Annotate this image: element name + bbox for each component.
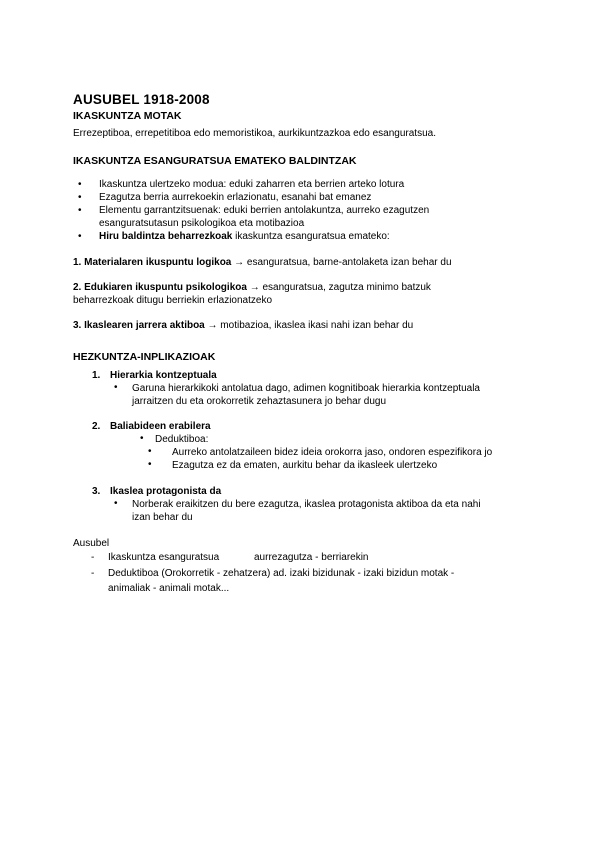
ausubel-line-2-cont: animaliak - animali motak... — [108, 583, 230, 594]
baldintzak-bullet-3-cont: esanguratsutasun psikologikoa eta motibazioa — [99, 218, 305, 229]
ausubel-line-2: Deduktiboa (Orokorretik - zehatzera) ad. izaki bizidunak - izaki bizidun motak - — [108, 568, 455, 579]
item-3-text: Norberak eraikitzen du bere ezagutza, ikaslea protagonista aktiboa da eta nahi — [132, 499, 481, 510]
item-2-label: Baliabideen erabilera — [110, 421, 211, 432]
ausubel-line-1b: aurrezagutza - berriarekin — [254, 552, 369, 563]
baldintzak-bullet-4 — [99, 231, 390, 242]
dash-glyph: - — [91, 568, 95, 579]
condition-2-text: → esanguratsua, zagutza minimo batzuk — [246, 282, 431, 293]
list-number: 3. — [92, 486, 101, 497]
condition-3-label: 3. Ikaslearen jarrera aktiboa — [73, 320, 205, 331]
bullet-glyph: • — [78, 205, 82, 216]
item-2-sub: Deduktiboa: — [155, 434, 209, 445]
section-heading-ikaskuntza-motak: IKASKUNTZA MOTAK — [73, 110, 182, 122]
bullet-glyph: • — [114, 498, 118, 509]
item-3-text-cont: izan behar du — [132, 512, 193, 523]
section-heading-hezkuntza: HEZKUNTZA-INPLIKAZIOAK — [73, 351, 216, 363]
bullet-glyph: • — [148, 446, 152, 457]
condition-2 — [73, 282, 431, 293]
condition-3-text: otibazioa, ikaslea ikasi nahi izan behar du — [228, 320, 414, 331]
condition-3-arrow: → m — [204, 320, 229, 331]
condition-2-cont: beharrezkoak ditugu berriekin erlazionatzeko — [73, 295, 273, 306]
ausubel-heading: Ausubel — [73, 538, 110, 549]
ausubel-line-1a: Ikaskuntza esanguratsua — [108, 552, 220, 563]
item-1-label: Hierarkia kontzeptuala — [110, 370, 217, 381]
baldintzak-bullet-3: Elementu garrantzitsuenak: eduki berrien antolakuntza, aurreko ezagutzen — [99, 205, 430, 216]
item-1-text-cont: jarraitzen du eta orokorretik zehaztasunera jo behar dugu — [132, 396, 387, 407]
section-heading-baldintzak: IKASKUNTZA ESANGURATSUA EMATEKO BALDINTZAK — [73, 155, 357, 167]
dash-glyph: - — [91, 552, 95, 563]
bullet-glyph: • — [148, 459, 152, 470]
list-number: 2. — [92, 421, 101, 432]
item-2-subsub-2: Ezagutza ez da ematen, aurkitu behar da ikasleek ulertzeko — [172, 460, 438, 471]
bullet-glyph: • — [114, 382, 118, 393]
ikaskuntza-motak-text: Errezeptiboa, errepetitiboa edo memoristikoa, aurkikuntzazkoa edo esanguratsua. — [73, 128, 436, 139]
condition-1 — [73, 257, 452, 268]
condition-2-label: 2. Edukiaren ikuspuntu psikologikoa — [73, 282, 247, 293]
bullet-glyph: • — [78, 231, 82, 242]
item-3-label: Ikaslea protagonista da — [110, 486, 222, 497]
condition-1-text: → esanguratsua, barne-antolaketa izan behar du — [231, 257, 452, 268]
condition-3 — [73, 320, 413, 331]
item-1-text: Garuna hierarkikoki antolatua dago, adimen kognitiboak hierarkia kontzeptuala — [132, 383, 480, 394]
bullet-rest: ikaskuntza esanguratsua emateko: — [232, 231, 390, 242]
bullet-glyph: • — [140, 433, 144, 444]
condition-1-label: 1. Materialaren ikuspuntu logikoa — [73, 257, 232, 268]
list-number: 1. — [92, 370, 101, 381]
baldintzak-bullet-1: Ikaskuntza ulertzeko modua: eduki zaharren eta berrien arteko lotura — [99, 179, 405, 190]
bold-phrase: Hiru baldintza beharrezkoak — [99, 231, 233, 242]
baldintzak-bullet-2: Ezagutza berria aurrekoekin erlazionatu, esanahi bat emanez — [99, 192, 372, 203]
bullet-glyph: • — [78, 192, 82, 203]
bullet-glyph: • — [78, 179, 82, 190]
page-title: AUSUBEL 1918-2008 — [73, 92, 210, 107]
item-2-subsub-1: Aurreko antolatzaileen bidez ideia orokorra jaso, ondoren espezifikora jo — [172, 447, 493, 458]
